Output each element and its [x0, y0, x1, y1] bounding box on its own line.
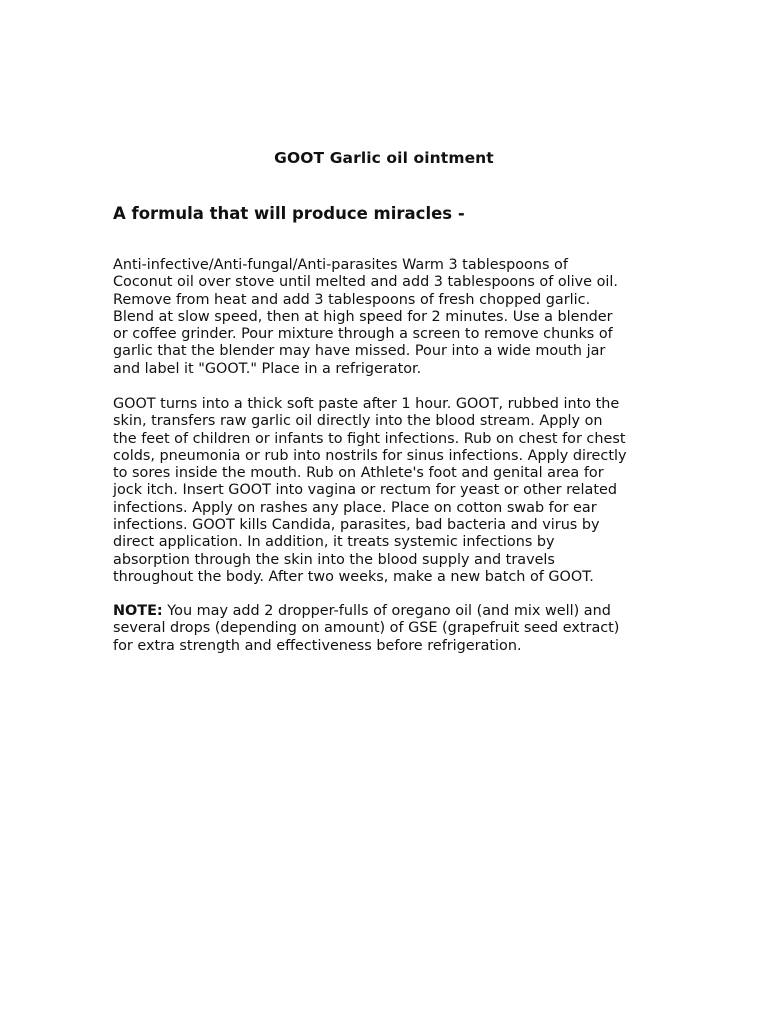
note-text: You may add 2 dropper-fulls of oregano oil (and mix well) and — [162, 603, 611, 619]
paragraph-line: the feet of children or infants to fight infections. Rub on chest for chest — [113, 430, 626, 447]
paragraph-line: direct application. In addition, it treats systemic infections by — [113, 534, 555, 551]
paragraph-line: Anti-infective/Anti-fungal/Anti-parasites Warm 3 tablespoons of — [113, 257, 568, 273]
paragraph-line: infections. Apply on rashes any place. Place on cotton swab for ear — [113, 499, 597, 516]
paragraph-line: to sores inside the mouth. Rub on Athlete's foot and genital area for — [113, 465, 604, 482]
paragraph-line: Blend at slow speed, then at high speed for 2 minutes. Use a blender — [113, 308, 613, 325]
paragraph-note — [113, 603, 673, 655]
paragraph-line: Coconut oil over stove until melted and add 3 tablespoons of olive oil. — [113, 274, 618, 291]
paragraph-line: skin, transfers raw garlic oil directly into the blood stream. Apply on — [113, 413, 603, 430]
document-title: GOOT Garlic oil ointment — [274, 149, 494, 167]
paragraph-line: colds, pneumonia or rub into nostrils for sinus infections. Apply directly — [113, 447, 627, 464]
paragraph-line: GOOT turns into a thick soft paste after 1 hour. GOOT, rubbed into the — [113, 396, 620, 412]
paragraph-line: throughout the body. After two weeks, make a new batch of GOOT. — [113, 568, 594, 585]
paragraph-line: infections. GOOT kills Candida, parasites, bad bacteria and virus by — [113, 517, 600, 534]
paragraph-instructions — [113, 257, 673, 378]
paragraph-line: Remove from heat and add 3 tablespoons of fresh chopped garlic. — [113, 291, 591, 308]
note-label: NOTE: — [113, 603, 163, 619]
paragraph-line — [113, 603, 673, 620]
paragraph-usage — [113, 396, 673, 586]
paragraph-line: for extra strength and effectiveness before refrigeration. — [113, 637, 522, 654]
paragraph-line: jock itch. Insert GOOT into vagina or rectum for yeast or other related — [113, 482, 617, 499]
paragraph-line: or coffee grinder. Pour mixture through a screen to remove chunks of — [113, 326, 613, 343]
paragraph-line: several drops (depending on amount) of GSE (grapefruit seed extract) — [113, 620, 620, 637]
paragraph-line: garlic that the blender may have missed. Pour into a wide mouth jar — [113, 343, 606, 360]
document-subtitle: A formula that will produce miracles - — [113, 204, 465, 223]
paragraph-line: and label it "GOOT." Place in a refrigerator. — [113, 360, 422, 377]
paragraph-line: absorption through the skin into the blood supply and travels — [113, 551, 555, 568]
